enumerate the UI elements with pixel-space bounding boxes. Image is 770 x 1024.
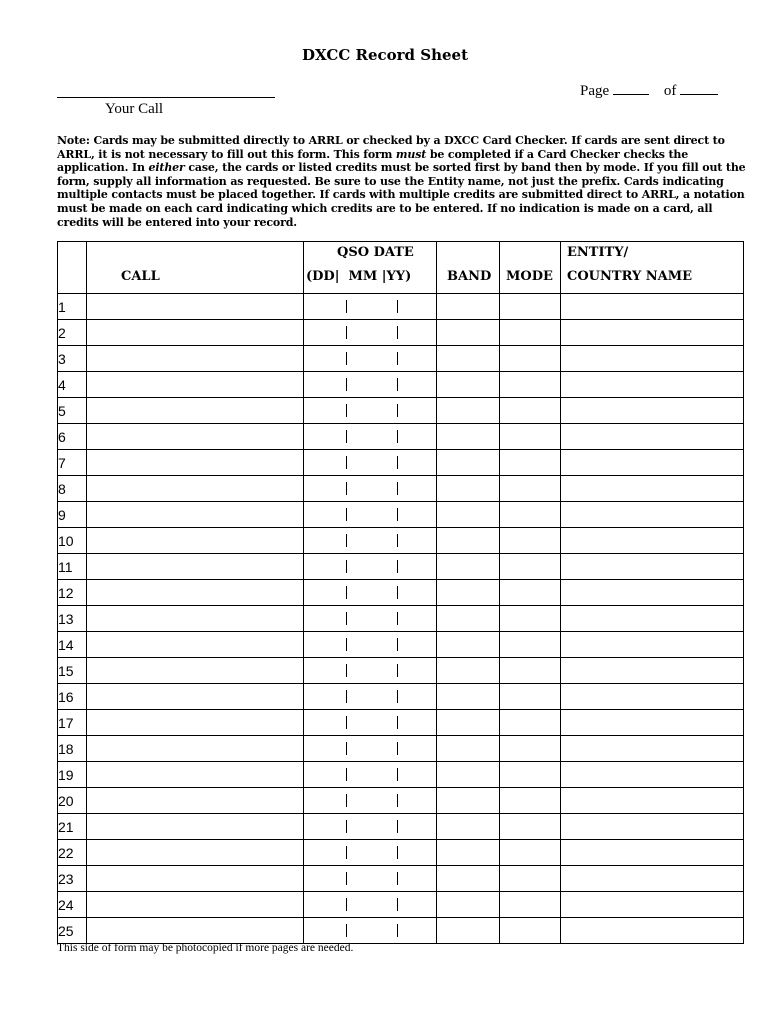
call-cell[interactable]	[87, 606, 304, 632]
row-number: 22	[58, 840, 87, 866]
entity-cell[interactable]	[561, 450, 744, 476]
entity-cell[interactable]	[561, 398, 744, 424]
qso-date-label: QSO DATE	[337, 245, 414, 260]
band-cell[interactable]	[437, 424, 500, 450]
date-separator	[397, 586, 398, 599]
band-cell[interactable]	[437, 762, 500, 788]
row-number: 9	[58, 502, 87, 528]
note-text-3: case, the cards or listed credits must be sorted first by band then by mode. If you fill out the form, supply all information as requested. Be sure to use the Entity name, not just the prefix. Cards indicating multiple contacts must be placed together. If cards with multiple credits are submitted direct to ARRL, a notation must be made on each card indicating which credits are to be entered. If no indication is made on a card, all credits will be entered into your record.	[57, 161, 746, 229]
band-cell[interactable]	[437, 684, 500, 710]
table-row	[58, 554, 744, 580]
row-number: 8	[58, 476, 87, 502]
mode-cell[interactable]	[500, 866, 561, 892]
call-cell[interactable]	[87, 684, 304, 710]
mode-cell[interactable]	[500, 762, 561, 788]
date-separator	[346, 430, 347, 443]
date-format-label: (DD| MM |YY)	[306, 269, 412, 284]
date-separator	[397, 794, 398, 807]
table-row	[58, 762, 744, 788]
row-number: 14	[58, 632, 87, 658]
band-cell[interactable]	[437, 320, 500, 346]
mode-cell[interactable]	[500, 346, 561, 372]
page-number-area	[580, 82, 718, 100]
call-cell[interactable]	[87, 918, 304, 944]
qso-date-cell[interactable]	[304, 684, 437, 710]
table-row	[58, 736, 744, 762]
note-text-1: Note: Cards may be submitted directly to ARRL or checked by a DXCC Card Checker. If cards are sent direct to ARRL, it is not necessary to fill out this form. This form	[57, 134, 725, 161]
band-header: BAND	[437, 242, 500, 294]
entity-cell[interactable]	[561, 528, 744, 554]
qso-date-cell[interactable]	[304, 554, 437, 580]
band-cell[interactable]	[437, 736, 500, 762]
call-cell[interactable]	[87, 840, 304, 866]
qso-date-cell[interactable]	[304, 450, 437, 476]
mode-cell[interactable]	[500, 840, 561, 866]
table-row	[58, 346, 744, 372]
row-number: 1	[58, 294, 87, 320]
table-row	[58, 684, 744, 710]
mode-cell[interactable]	[500, 398, 561, 424]
date-separator	[397, 404, 398, 417]
call-cell[interactable]	[87, 476, 304, 502]
qso-date-cell[interactable]	[304, 320, 437, 346]
table-row	[58, 294, 744, 320]
band-cell[interactable]	[437, 788, 500, 814]
call-cell[interactable]	[87, 710, 304, 736]
date-separator	[397, 508, 398, 521]
date-separator	[346, 352, 347, 365]
date-separator	[346, 612, 347, 625]
table-row	[58, 892, 744, 918]
qso-date-cell[interactable]	[304, 346, 437, 372]
entity-header: ENTITY/ COUNTRY NAME	[561, 242, 744, 294]
table-row	[58, 840, 744, 866]
table-header-row	[58, 242, 744, 294]
qso-date-cell[interactable]	[304, 788, 437, 814]
note-emphasis-must: must	[395, 147, 427, 161]
mode-cell[interactable]	[500, 502, 561, 528]
date-separator	[397, 716, 398, 729]
date-separator	[346, 768, 347, 781]
date-separator	[346, 794, 347, 807]
total-pages-field[interactable]	[680, 82, 718, 95]
call-cell[interactable]	[87, 762, 304, 788]
date-separator	[346, 404, 347, 417]
band-cell[interactable]	[437, 346, 500, 372]
entity-cell[interactable]	[561, 346, 744, 372]
table-row	[58, 866, 744, 892]
call-cell[interactable]	[87, 580, 304, 606]
mode-cell[interactable]	[500, 580, 561, 606]
table-row	[58, 788, 744, 814]
qso-date-cell[interactable]	[304, 918, 437, 944]
call-cell[interactable]	[87, 294, 304, 320]
call-cell[interactable]	[87, 736, 304, 762]
date-separator	[397, 326, 398, 339]
table-row	[58, 606, 744, 632]
mode-cell[interactable]	[500, 736, 561, 762]
row-number: 3	[58, 346, 87, 372]
qso-date-cell[interactable]	[304, 632, 437, 658]
of-label: of	[663, 83, 677, 99]
entity-cell[interactable]	[561, 424, 744, 450]
date-separator	[397, 534, 398, 547]
date-separator	[346, 846, 347, 859]
row-number: 7	[58, 450, 87, 476]
call-cell[interactable]	[87, 866, 304, 892]
mode-cell[interactable]	[500, 450, 561, 476]
mode-cell[interactable]	[500, 528, 561, 554]
call-cell[interactable]	[87, 632, 304, 658]
entity-cell[interactable]	[561, 580, 744, 606]
entity-cell[interactable]	[561, 476, 744, 502]
call-cell[interactable]	[87, 372, 304, 398]
qso-date-cell[interactable]	[304, 398, 437, 424]
table-row	[58, 528, 744, 554]
entity-cell[interactable]	[561, 606, 744, 632]
date-separator	[346, 482, 347, 495]
mode-cell[interactable]	[500, 658, 561, 684]
entity-cell[interactable]	[561, 762, 744, 788]
call-cell[interactable]	[87, 814, 304, 840]
mode-cell[interactable]	[500, 372, 561, 398]
date-separator	[346, 456, 347, 469]
mode-cell[interactable]	[500, 320, 561, 346]
band-cell[interactable]	[437, 918, 500, 944]
row-number-header	[58, 242, 87, 294]
date-separator	[397, 872, 398, 885]
row-number: 18	[58, 736, 87, 762]
entity-cell[interactable]	[561, 892, 744, 918]
date-separator	[346, 820, 347, 833]
call-cell[interactable]	[87, 502, 304, 528]
row-number: 16	[58, 684, 87, 710]
qso-date-cell[interactable]	[304, 476, 437, 502]
note-emphasis-either: either	[148, 161, 185, 175]
band-cell[interactable]	[437, 476, 500, 502]
date-separator	[397, 430, 398, 443]
date-separator	[346, 508, 347, 521]
row-number: 20	[58, 788, 87, 814]
table-row	[58, 476, 744, 502]
table-row	[58, 580, 744, 606]
entity-cell[interactable]	[561, 814, 744, 840]
band-cell[interactable]	[437, 892, 500, 918]
date-separator	[397, 482, 398, 495]
table-row	[58, 658, 744, 684]
date-separator	[346, 898, 347, 911]
date-separator	[397, 612, 398, 625]
qso-date-cell[interactable]	[304, 528, 437, 554]
date-separator	[346, 872, 347, 885]
band-cell[interactable]	[437, 632, 500, 658]
table-row	[58, 814, 744, 840]
table-row	[58, 320, 744, 346]
call-cell[interactable]	[87, 424, 304, 450]
call-cell[interactable]	[87, 788, 304, 814]
mode-cell[interactable]	[500, 814, 561, 840]
row-number: 13	[58, 606, 87, 632]
table-row	[58, 710, 744, 736]
date-separator	[346, 326, 347, 339]
qso-date-cell[interactable]	[304, 424, 437, 450]
date-separator	[397, 638, 398, 651]
band-cell[interactable]	[437, 710, 500, 736]
table-row	[58, 424, 744, 450]
call-cell[interactable]	[87, 658, 304, 684]
row-number: 21	[58, 814, 87, 840]
qso-date-cell[interactable]	[304, 294, 437, 320]
band-cell[interactable]	[437, 502, 500, 528]
mode-cell[interactable]	[500, 294, 561, 320]
date-separator	[397, 300, 398, 313]
band-cell[interactable]	[437, 814, 500, 840]
entity-cell[interactable]	[561, 294, 744, 320]
qso-date-cell[interactable]	[304, 658, 437, 684]
note-text-2: be completed if a Card Checker checks the application. In	[57, 147, 689, 175]
date-separator	[397, 560, 398, 573]
call-cell[interactable]	[87, 450, 304, 476]
row-number: 2	[58, 320, 87, 346]
row-number: 15	[58, 658, 87, 684]
your-call-field[interactable]	[57, 96, 275, 98]
call-cell[interactable]	[87, 554, 304, 580]
date-separator	[397, 378, 398, 391]
table-row	[58, 502, 744, 528]
date-separator	[397, 924, 398, 937]
band-cell[interactable]	[437, 580, 500, 606]
band-cell[interactable]	[437, 840, 500, 866]
qso-date-cell[interactable]	[304, 736, 437, 762]
entity-cell[interactable]	[561, 840, 744, 866]
row-number: 19	[58, 762, 87, 788]
row-number: 11	[58, 554, 87, 580]
band-cell[interactable]	[437, 372, 500, 398]
mode-cell[interactable]	[500, 788, 561, 814]
call-cell[interactable]	[87, 398, 304, 424]
entity-cell[interactable]	[561, 866, 744, 892]
entity-cell[interactable]	[561, 632, 744, 658]
row-number: 12	[58, 580, 87, 606]
date-separator	[346, 924, 347, 937]
form-title: DXCC Record Sheet	[302, 46, 468, 64]
entity-cell[interactable]	[561, 736, 744, 762]
date-separator	[346, 638, 347, 651]
instructions-note	[57, 134, 747, 229]
table-row	[58, 918, 744, 944]
qso-date-cell[interactable]	[304, 866, 437, 892]
date-separator	[397, 690, 398, 703]
row-number: 5	[58, 398, 87, 424]
entity-cell[interactable]	[561, 788, 744, 814]
mode-cell[interactable]	[500, 476, 561, 502]
your-call-label: Your Call	[105, 101, 164, 117]
date-separator	[346, 534, 347, 547]
date-separator	[397, 742, 398, 755]
row-number: 4	[58, 372, 87, 398]
mode-header: MODE	[500, 242, 561, 294]
qso-date-cell[interactable]	[304, 892, 437, 918]
call-cell[interactable]	[87, 528, 304, 554]
page-number-field[interactable]	[613, 82, 649, 95]
qso-date-cell[interactable]	[304, 606, 437, 632]
date-separator	[397, 456, 398, 469]
date-separator	[397, 664, 398, 677]
mode-cell[interactable]	[500, 892, 561, 918]
qso-date-cell[interactable]	[304, 840, 437, 866]
table-row	[58, 372, 744, 398]
call-header: CALL	[87, 242, 304, 294]
band-cell[interactable]	[437, 398, 500, 424]
band-cell[interactable]	[437, 528, 500, 554]
qso-date-cell[interactable]	[304, 814, 437, 840]
entity-cell[interactable]	[561, 372, 744, 398]
table-row	[58, 632, 744, 658]
row-number: 17	[58, 710, 87, 736]
qso-date-cell[interactable]	[304, 580, 437, 606]
band-cell[interactable]	[437, 658, 500, 684]
date-separator	[397, 898, 398, 911]
mode-cell[interactable]	[500, 918, 561, 944]
row-number: 23	[58, 866, 87, 892]
table-row	[58, 450, 744, 476]
band-cell[interactable]	[437, 294, 500, 320]
qso-date-cell[interactable]	[304, 372, 437, 398]
entity-cell[interactable]	[561, 502, 744, 528]
band-cell[interactable]	[437, 606, 500, 632]
date-separator	[397, 352, 398, 365]
entity-cell[interactable]	[561, 710, 744, 736]
entity-cell[interactable]	[561, 684, 744, 710]
qso-date-cell[interactable]	[304, 502, 437, 528]
call-cell[interactable]	[87, 892, 304, 918]
band-cell[interactable]	[437, 554, 500, 580]
row-number: 10	[58, 528, 87, 554]
entity-cell[interactable]	[561, 554, 744, 580]
page-label: Page	[580, 83, 610, 99]
entity-cell[interactable]	[561, 320, 744, 346]
date-separator	[397, 768, 398, 781]
date-separator	[397, 820, 398, 833]
date-separator	[346, 742, 347, 755]
date-separator	[346, 690, 347, 703]
photocopy-note: This side of form may be photocopied if more pages are needed.	[57, 942, 354, 954]
call-cell[interactable]	[87, 346, 304, 372]
record-table	[57, 241, 744, 944]
date-separator	[397, 846, 398, 859]
entity-cell[interactable]	[561, 918, 744, 944]
mode-cell[interactable]	[500, 632, 561, 658]
date-separator	[346, 586, 347, 599]
date-separator	[346, 300, 347, 313]
band-cell[interactable]	[437, 866, 500, 892]
mode-cell[interactable]	[500, 424, 561, 450]
qso-date-header	[304, 242, 437, 294]
table-row	[58, 398, 744, 424]
row-number: 25	[58, 918, 87, 944]
mode-cell[interactable]	[500, 684, 561, 710]
qso-date-cell[interactable]	[304, 762, 437, 788]
date-separator	[346, 378, 347, 391]
mode-cell[interactable]	[500, 606, 561, 632]
date-separator	[346, 716, 347, 729]
row-number: 6	[58, 424, 87, 450]
date-separator	[346, 664, 347, 677]
row-number: 24	[58, 892, 87, 918]
entity-cell[interactable]	[561, 658, 744, 684]
call-cell[interactable]	[87, 320, 304, 346]
qso-date-cell[interactable]	[304, 710, 437, 736]
date-separator	[346, 560, 347, 573]
mode-cell[interactable]	[500, 710, 561, 736]
mode-cell[interactable]	[500, 554, 561, 580]
band-cell[interactable]	[437, 450, 500, 476]
